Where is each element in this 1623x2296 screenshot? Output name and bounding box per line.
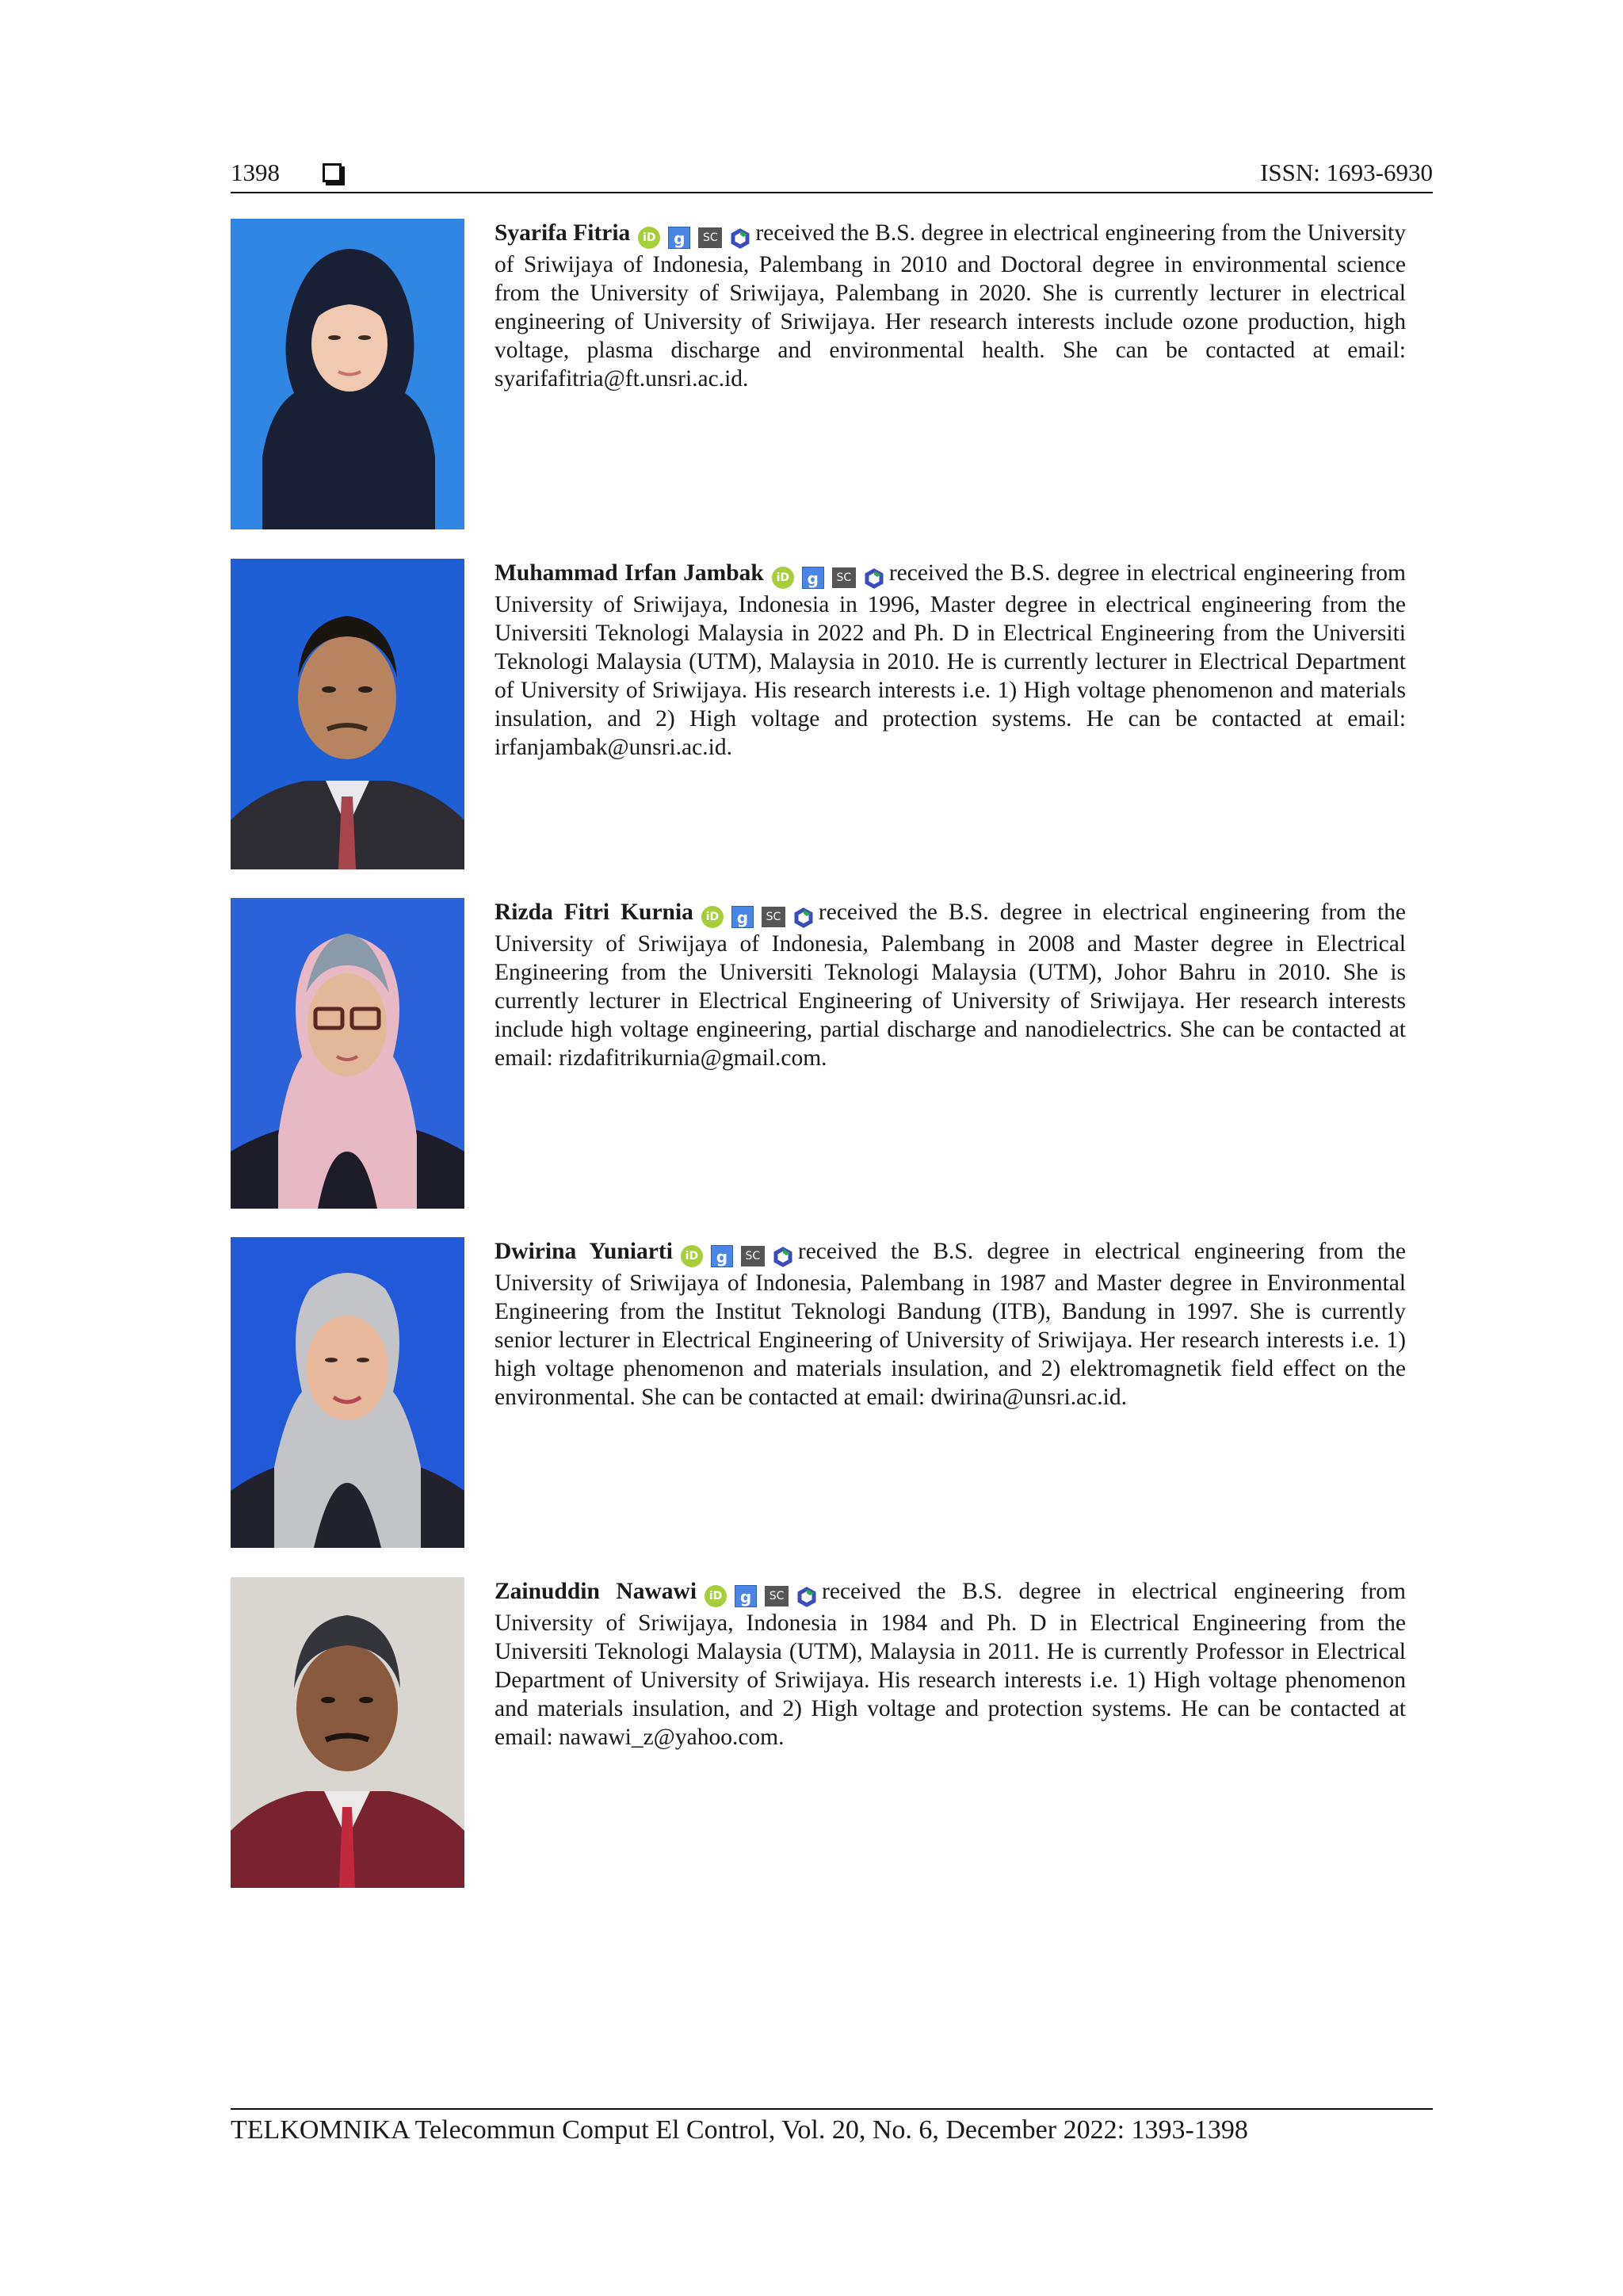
google-scholar-icon[interactable]: g — [731, 906, 754, 928]
footer-divider — [231, 2108, 1433, 2110]
author-name: Zainuddin Nawawi — [495, 1579, 697, 1604]
bio-text-block — [495, 559, 1406, 762]
publons-icon[interactable] — [793, 907, 814, 927]
publons-icon[interactable] — [730, 227, 750, 248]
author-photo — [231, 1577, 464, 1888]
author-bio — [231, 1577, 1433, 1888]
bio-description: received the B.S. degree in electrical engineering from the University of Sriwijaya of Indonesia, Palembang in 2008 and Master degree in Electrical Engineering from the Universiti Teknologi Malaysia (UTM), Johor Bahru in 2010. She is currently lecturer in Electrical Engineering of University of Sriwijaya. Her research interests include high voltage engineering, partial discharge and nanodielectrics. She can be contacted at email: rizdafitrikurnia@gmail.com. — [495, 900, 1406, 1071]
publons-icon[interactable] — [864, 567, 884, 588]
author-bio — [231, 1237, 1433, 1548]
profile-icons — [705, 1580, 817, 1609]
scopus-icon[interactable]: SC — [832, 567, 856, 588]
bio-description: received the B.S. degree in electrical engineering from University of Sriwijaya, Indonesia in 1996, Master degree in electrical engineering from the Universiti Teknologi Malaysia in 2022 and Ph. D in Electrical Engineering from the Universiti Teknologi Malaysia (UTM), Malaysia in 2010. He is currently lecturer in Electrical Department of University of Sriwijaya. His research interests i.e. 1) High voltage phenomenon and materials insulation, and 2) High voltage and protection systems. He can be contacted at email: irfanjambak@unsri.ac.id. — [495, 560, 1407, 760]
author-name: Dwirina Yuniarti — [495, 1239, 673, 1264]
header-divider — [231, 192, 1433, 193]
author-bio — [231, 559, 1433, 869]
publons-icon[interactable] — [773, 1246, 793, 1266]
google-scholar-icon[interactable]: g — [668, 227, 690, 249]
google-scholar-icon[interactable]: g — [735, 1585, 757, 1607]
issn-label: ISSN: 1693-6930 — [1260, 159, 1433, 186]
bio-text-block — [495, 1577, 1406, 1752]
box-icon — [323, 163, 342, 182]
author-photo — [231, 559, 464, 869]
scopus-icon[interactable]: SC — [698, 227, 722, 248]
scopus-icon[interactable]: SC — [762, 907, 785, 927]
google-scholar-icon[interactable]: g — [802, 567, 824, 589]
author-photo — [231, 898, 464, 1209]
author-bio — [231, 898, 1433, 1209]
author-photo — [231, 219, 464, 529]
profile-icons — [638, 222, 750, 250]
page-header — [231, 154, 1433, 192]
orcid-icon[interactable]: iD — [681, 1245, 703, 1267]
google-scholar-icon[interactable]: g — [711, 1245, 733, 1267]
bio-text-block — [495, 219, 1406, 393]
footer-citation: TELKOMNIKA Telecommun Comput El Control, Vol. 20, No. 6, December 2022: 1393-1398 — [231, 2115, 1248, 2145]
bio-description: received the B.S. degree in electrical engineering from University of Sriwijaya, Indonesia in 1984 and Ph. D in Electrical Engineering from the Universiti Teknologi Malaysia (UTM), Malaysia in 2011. He is currently Professor in Electrical Department of University of Sriwijaya. His research interests i.e. 1) High voltage phenomenon and materials insulation, and 2) High voltage and protection systems. He can be contacted at email: nawawi_z@yahoo.com. — [495, 1579, 1406, 1750]
bio-text-block — [495, 898, 1406, 1072]
orcid-icon[interactable]: iD — [701, 906, 724, 928]
author-name: Muhammad Irfan Jambak — [495, 560, 764, 586]
author-bio — [231, 219, 1433, 529]
page-number: 1398 — [231, 159, 280, 186]
bio-description: received the B.S. degree in electrical engineering from the University of Sriwijaya of Indonesia, Palembang in 1987 and Master degree in Environmental Engineering from the Institut Teknologi Bandung (ITB), Bandung in 1997. She is currently senior lecturer in Electrical Engineering of University of Sriwijaya. Her research interests i.e. 1) high voltage phenomenon and materials insulation, and 2) elektromagnetik field effect on the environmental. She can be contacted at email: dwirina@unsri.ac.id. — [495, 1239, 1406, 1410]
orcid-icon[interactable]: iD — [638, 227, 660, 249]
scopus-icon[interactable]: SC — [765, 1586, 789, 1606]
orcid-icon[interactable]: iD — [772, 567, 794, 589]
profile-icons — [772, 562, 884, 590]
author-name: Rizda Fitri Kurnia — [495, 900, 693, 925]
bio-description: received the B.S. degree in electrical engineering from the University of Sriwijaya of Indonesia, Palembang in 2010 and Doctoral degree in environmental science from the University of Sriwijaya, Palembang in 2020. She is currently lecturer in electrical engineering of University of Sriwijaya. Her research interests include ozone production, high voltage, plasma discharge and environmental health. She can be contacted at email: syarifafitria@ft.unsri.ac.id. — [495, 220, 1406, 392]
orcid-icon[interactable]: iD — [705, 1585, 727, 1607]
profile-icons — [701, 901, 814, 930]
bio-text-block — [495, 1237, 1406, 1412]
scopus-icon[interactable]: SC — [741, 1246, 765, 1266]
publons-icon[interactable] — [796, 1586, 817, 1606]
author-photo — [231, 1237, 464, 1548]
profile-icons — [681, 1240, 793, 1269]
author-name: Syarifa Fitria — [495, 220, 631, 246]
